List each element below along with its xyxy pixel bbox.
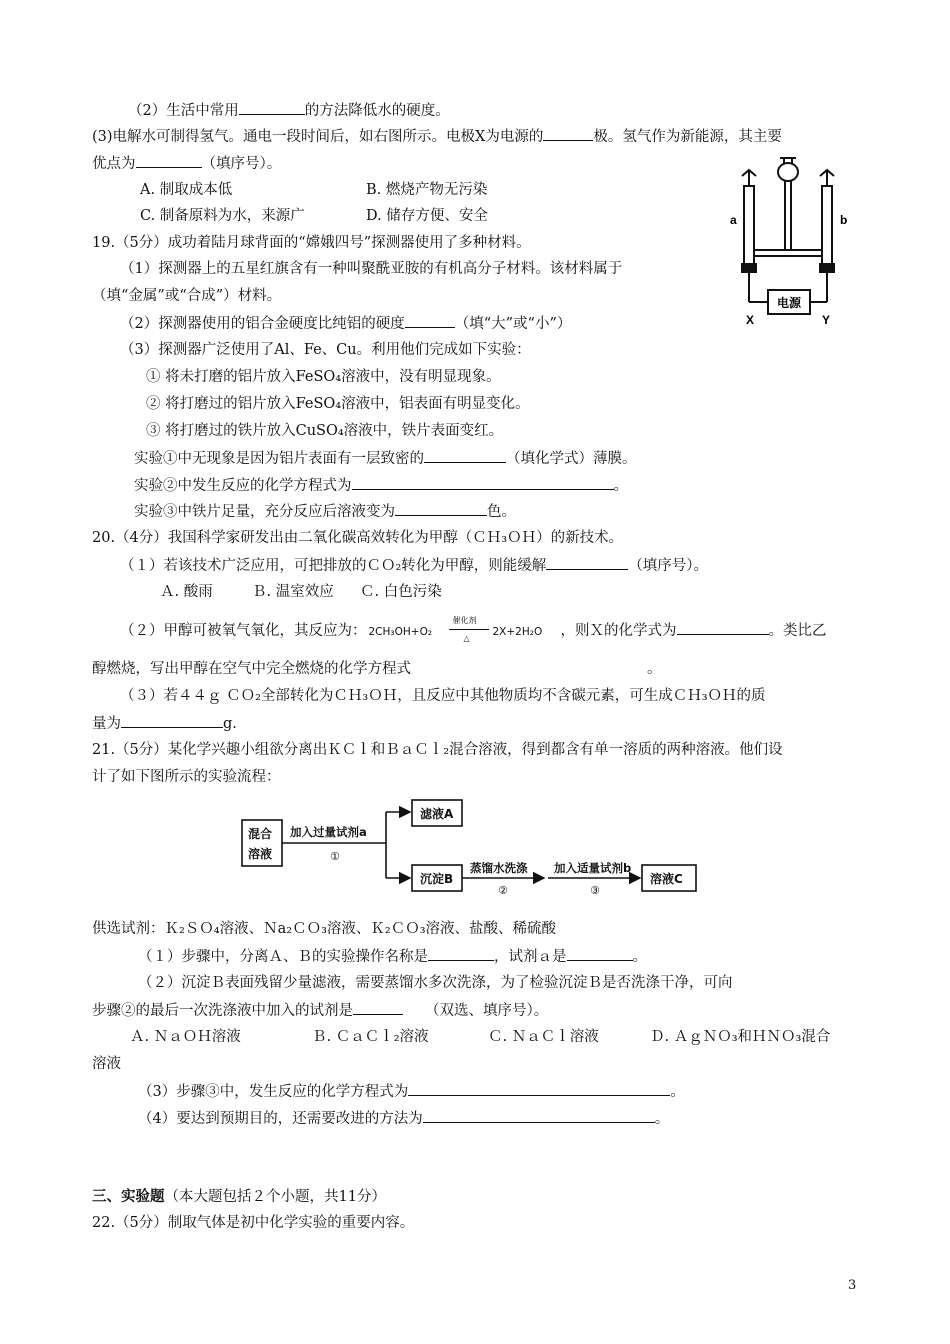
q20-part2-line1: （２）甲醇可被氧气氧化，其反应为： 2CH₃OH+O₂ 催化剂 △ 2X+2H₂O ，则Ｘ的化学式为 。类比乙: [120, 616, 827, 643]
flow-mix-line2: 溶液: [248, 847, 273, 861]
flow-wash: 蒸馏水洗涤: [470, 861, 528, 875]
q21-heading-line1: 21.（5分）某化学兴趣小组欲分离出ＫＣｌ和ＢａＣｌ₂混合溶液，得到都含有单一溶质的两种溶液。他们设: [92, 742, 783, 758]
reaction-equation: 2CH₃OH+O₂ 催化剂 △ 2X+2H₂O: [368, 616, 543, 643]
q19-part1-line1: （1）探测器上的五星红旗含有一种叫聚酰亚胺的有机高分子材料。该材料属于: [120, 261, 623, 277]
label-a: a: [730, 213, 737, 227]
section3-heading: 三、实验题（本大题包括２个小题，共11分）: [92, 1188, 386, 1205]
flow-filtrate-a: 滤液A: [420, 807, 454, 821]
flow-add-reagent-a: 加入过量试剂a: [290, 825, 367, 839]
flow-step-1: ①: [330, 850, 340, 863]
q19-part2: （2）探测器使用的铝合金硬度比纯铝的硬度 （填“大”或“小”）: [120, 313, 571, 334]
label-power-source: 电源: [776, 296, 802, 310]
q20-part3-line1: （３）若４４ｇ ＣＯ₂全部转化为ＣＨ₃ＯＨ，且反应中其他物质均不含碳元素，可生成ＣＨ₃ＯＨ的质: [120, 688, 766, 704]
q21-option-a: Ａ. ＮａＯＨ溶液: [130, 1029, 241, 1045]
q21-reagents: 供选试剂：Ｋ₂ＳＯ₄溶液、Ｎa₂ＣＯ₃溶液、Ｋ₂ＣＯ₃溶液、盐酸、稀硫酸: [92, 921, 557, 937]
q18-part3-line1: (3)电解水可制得氢气。通电一段时间后，如右图所示。电极X为电源的 极。氢气作为新能源，其主要: [92, 126, 782, 147]
label-y: Y: [822, 313, 831, 327]
q19-heading: 19.（5分）成功着陆月球背面的“嫦娥四号”探测器使用了多种材料。: [92, 235, 531, 251]
flow-mix-line1: 混合: [248, 827, 273, 841]
q20-part1: （１）若该技术广泛应用，可把排放的ＣＯ₂转化为甲醇，则能缓解 （填序号）。: [120, 555, 708, 576]
q21-heading-line2: 计了如下图所示的实验流程：: [92, 769, 281, 785]
q20-option-b: Ｂ. 温室效应: [252, 584, 334, 600]
electrolysis-apparatus-figure: [718, 152, 858, 327]
q20-option-a: Ａ. 酸雨: [160, 584, 213, 600]
label-b: b: [840, 213, 848, 227]
q18-option-d: D. 储存方便、安全: [366, 208, 488, 224]
q19-statement-2: 实验②中发生反应的化学方程式为 。: [134, 475, 628, 496]
q20-heading: 20.（4分）我国科学家研发出由二氧化碳高效转化为甲醇（ＣＨ₃ＯＨ）的新技术。: [92, 530, 624, 546]
q21-part2-line2: 步骤②的最后一次洗涤液中加入的试剂是 （双选、填序号）。: [92, 1000, 548, 1021]
q18-option-b: B. 燃烧产物无污染: [366, 182, 488, 198]
q21-option-c: Ｃ. ＮａＣｌ溶液: [488, 1029, 599, 1045]
flow-solution-c: 溶液C: [650, 872, 683, 886]
q21-option-d: Ｄ. ＡｇＮＯ₃和ＨＮＯ₃混合: [650, 1029, 831, 1045]
q21-option-b: Ｂ. ＣａＣｌ₂溶液: [312, 1029, 429, 1045]
q21-part2-line1: （２）沉淀Ｂ表面残留少量滤液，需要蒸馏水多次洗涤，为了检验沉淀Ｂ是否洗涤干净，可向: [138, 975, 733, 991]
q18-option-a: A. 制取成本低: [140, 182, 233, 198]
label-x: X: [746, 313, 755, 327]
q19-experiment-3: ③ 将打磨过的铁片放入CuSO₄溶液中，铁片表面变红。: [146, 423, 504, 439]
q20-part3-line2: 量为 g.: [92, 713, 237, 734]
q20-part2-line2: 醇燃烧，写出甲醇在空气中完全燃烧的化学方程式 。: [92, 661, 662, 677]
q18-option-c: C. 制备原料为水，来源广: [140, 208, 305, 224]
q19-experiment-1: ① 将未打磨的铝片放入FeSO₄溶液中，没有明显现象。: [146, 369, 501, 385]
q18-part2: （2）生活中常用 的方法降低水的硬度。: [128, 100, 450, 121]
q21-option-d-cont: 溶液: [92, 1056, 121, 1072]
q18-part3-line2: 优点为 （填序号）。: [92, 153, 281, 174]
flow-step-3: ③: [590, 884, 600, 897]
q21-part1: （１）步骤中，分离Ａ、Ｂ的实验操作名称是 ，试剂ａ是 。: [138, 946, 647, 967]
q19-part3: （3）探测器广泛使用了Al、Fe、Cu。利用他们完成如下实验：: [120, 342, 531, 358]
experiment-flowchart: [238, 796, 718, 900]
q20-option-c: Ｃ. 白色污染: [360, 584, 442, 600]
page-number: 3: [848, 1278, 857, 1293]
q22-heading: 22.（5分）制取气体是初中化学实验的重要内容。: [92, 1215, 415, 1231]
q19-statement-1: 实验①中无现象是因为铝片表面有一层致密的 （填化学式）薄膜。: [134, 448, 637, 469]
q19-experiment-2: ② 将打磨过的铝片放入FeSO₄溶液中，铝表面有明显变化。: [146, 396, 530, 412]
flow-step-2: ②: [498, 884, 508, 897]
q19-part1-line2: （填“金属”或“合成”）材料。: [92, 288, 282, 304]
flow-precipitate-b: 沉淀B: [420, 872, 454, 886]
q21-part3: （3）步骤③中，发生反应的化学方程式为 。: [138, 1081, 685, 1102]
q19-statement-3: 实验③中铁片足量，充分反应后溶液变为 色。: [134, 501, 516, 522]
flow-add-reagent-b: 加入适量试剂b: [554, 861, 632, 875]
q21-part4: （4）要达到预期目的，还需要改进的方法为 。: [138, 1108, 669, 1129]
